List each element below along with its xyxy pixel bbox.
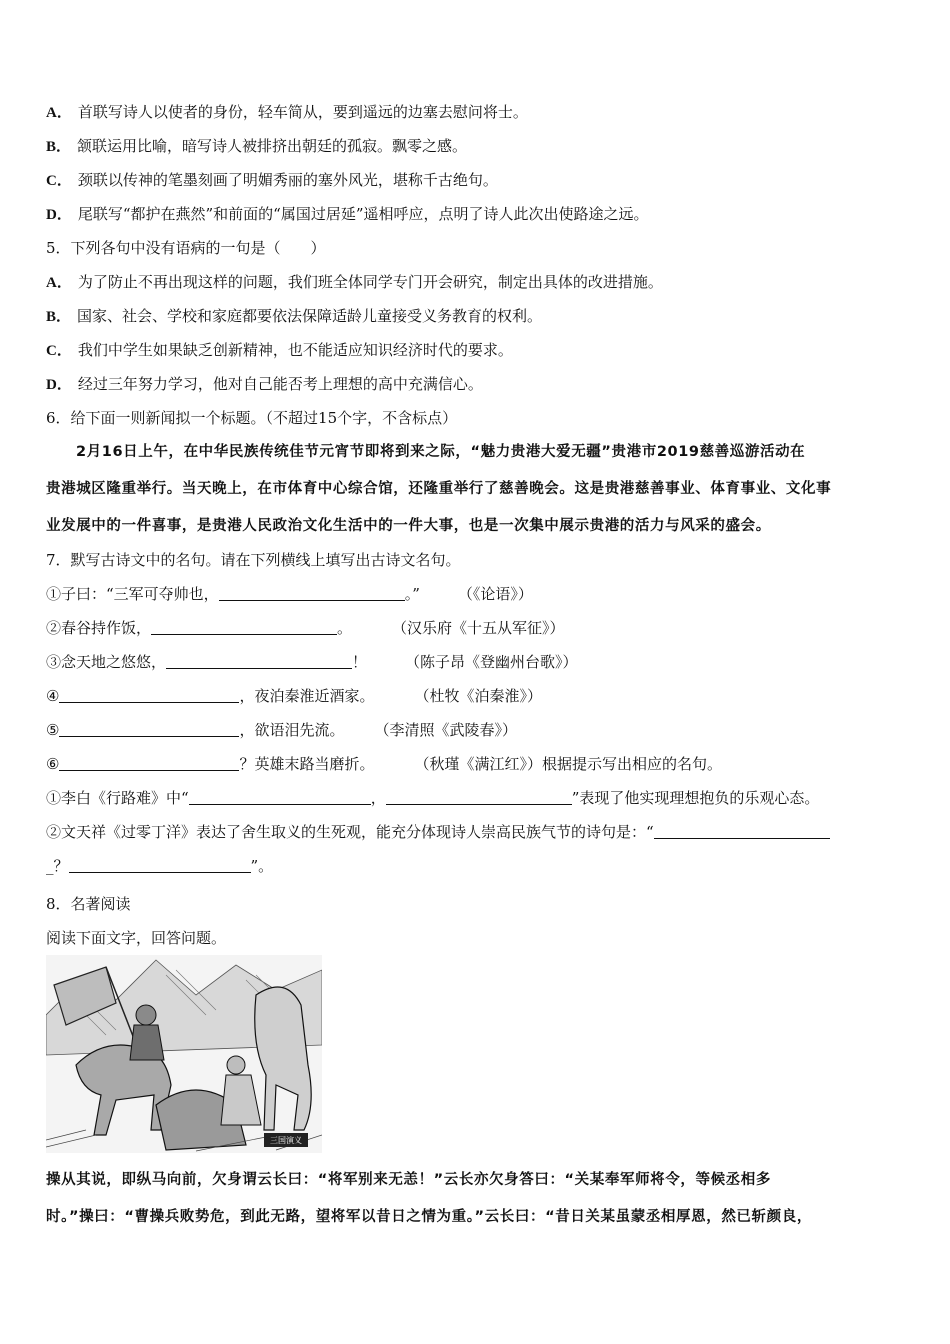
option-label: B．: [46, 139, 72, 155]
q7-item-3: [46, 652, 578, 672]
q7-item-1: [46, 584, 533, 604]
option-text: 为了防止不再出现这样的问题，我们班全体同学专门开会研究，制定出具体的改进措施。: [77, 273, 663, 291]
item-source: （李清照《武陵春》）: [374, 721, 517, 739]
option-text: 经过三年努力学习，他对自己能否考上理想的高中充满信心。: [77, 375, 483, 393]
q6-stem: 6．给下面一则新闻拟一个标题。（不超过15个字，不含标点）: [46, 409, 458, 427]
q8-passage-line-2: 时。”操曰：“曹操兵败势危，到此无路，望将军以昔日之情为重。”云长曰：“昔日关某虽蒙丞相厚恩，然已斩颜良，: [46, 1209, 812, 1225]
q5-stem: 5．下列各句中没有语病的一句是（ ）: [46, 239, 326, 257]
option-text: 颈联以传神的笔墨刻画了明媚秀丽的塞外风光，堪称千古绝句。: [77, 171, 498, 189]
answer-blank[interactable]: [654, 823, 830, 839]
q5-option-a: [46, 272, 663, 293]
q4-option-b: [46, 136, 467, 157]
answer-blank[interactable]: [59, 721, 239, 737]
item-prefix: 李白《行路难》中“: [61, 789, 189, 807]
q4-option-d: [46, 204, 649, 225]
item-suffix: ”。: [250, 857, 274, 875]
item-suffix: 。”: [404, 585, 420, 603]
q7-item-2: [46, 618, 565, 638]
option-label: A．: [46, 105, 72, 121]
option-label: A．: [46, 275, 72, 291]
option-text: 颔联运用比喻，暗写诗人被排挤出朝廷的孤寂。飘零之感。: [77, 137, 468, 155]
item-suffix: ，夜泊秦淮近酒家。: [239, 687, 375, 705]
item-suffix: ”表现了他实现理想抱负的乐观心态。: [571, 789, 820, 807]
option-label: C．: [46, 173, 72, 189]
answer-blank[interactable]: [189, 789, 371, 805]
item-prefix: 子曰：“三军可夺帅也，: [61, 585, 219, 603]
item-number: ③: [46, 653, 62, 671]
answer-blank[interactable]: [219, 585, 405, 601]
option-text: 国家、社会、学校和家庭都要依法保障适龄儿童接受义务教育的权利。: [77, 307, 543, 325]
item-prefix: 春谷持作饭，: [61, 619, 152, 637]
item-prefix: 念天地之悠悠，: [61, 653, 167, 671]
item-suffix: ！: [352, 653, 368, 671]
item-suffix: ，欲语泪先流。: [239, 721, 345, 739]
item-number: ②: [46, 619, 62, 637]
item-source: （秋瑾《满江红》）根据提示写出相应的名句。: [414, 755, 722, 773]
q7-extra-1: [46, 788, 819, 808]
q8-passage-line-1: 操从其说，即纵马向前，欠身谓云长曰：“将军别来无恙！”云长亦欠身答曰：“关某奉军师将令，等候丞相多: [46, 1172, 771, 1188]
item-source: （汉乐府《十五从军征》）: [392, 619, 565, 637]
q5-option-d: [46, 374, 483, 395]
item-source: （《论语》）: [457, 585, 533, 603]
q5-option-c: [46, 340, 513, 361]
q7-item-5: [46, 720, 517, 740]
q7-item-6: [46, 754, 722, 774]
q6-news-line-2: 贵港城区隆重举行。当天晚上，在市体育中心综合馆，还隆重举行了慈善晚会。这是贵港慈善事业、体育事业、文化事: [46, 481, 832, 497]
option-text: 尾联写“都护在燕然”和前面的“属国过居延”遥相呼应，点明了诗人此次出使路途之远。: [77, 205, 649, 223]
q7-item-4: [46, 686, 542, 706]
q7-extra-2: [46, 822, 830, 842]
option-label: D．: [46, 377, 72, 393]
item-number: ①: [46, 585, 62, 603]
option-label: C．: [46, 343, 72, 359]
item-mid: ，: [370, 789, 386, 807]
item-number: ⑥: [46, 755, 60, 773]
three-kingdoms-illustration: [46, 955, 322, 1153]
answer-blank[interactable]: [59, 755, 239, 771]
item-source: （陈子昂《登幽州台歌》）: [405, 653, 578, 671]
option-text: 首联写诗人以使者的身份，轻车简从，要到遥远的边塞去慰问将士。: [77, 103, 528, 121]
item-continuation: _？: [46, 857, 69, 875]
item-prefix: 文天祥《过零丁洋》表达了舍生取义的生死观，能充分体现诗人崇高民族气节的诗句是：“: [61, 823, 654, 841]
answer-blank[interactable]: [59, 687, 239, 703]
answer-blank[interactable]: [151, 619, 337, 635]
option-text: 我们中学生如果缺乏创新精神，也不能适应知识经济时代的要求。: [77, 341, 513, 359]
option-label: B．: [46, 309, 72, 325]
q7-stem: 7．默写古诗文中的名句。请在下列横线上填写出古诗文名句。: [46, 551, 461, 569]
item-number: ②: [46, 823, 62, 841]
q6-news-line-1: 2月16日上午，在中华民族传统佳节元宵节即将到来之际，“魅力贵港大爱无疆”贵港市2019慈善巡游活动在: [76, 444, 806, 460]
option-label: D．: [46, 207, 72, 223]
q7-extra-2-cont: [46, 856, 273, 876]
q4-option-c: [46, 170, 498, 191]
item-number: ④: [46, 687, 60, 705]
item-suffix: ？英雄末路当磨折。: [239, 755, 375, 773]
q4-option-a: [46, 102, 528, 123]
q8-instruction: 阅读下面文字，回答问题。: [46, 929, 227, 947]
answer-blank[interactable]: [166, 653, 352, 669]
q8-stem: 8．名著阅读: [46, 895, 131, 913]
item-number: ①: [46, 789, 62, 807]
q5-option-b: [46, 306, 542, 327]
item-number: ⑤: [46, 721, 60, 739]
answer-blank[interactable]: [386, 789, 572, 805]
item-source: （杜牧《泊秦淮》）: [414, 687, 542, 705]
answer-blank[interactable]: [69, 857, 251, 873]
item-suffix: 。: [337, 619, 353, 637]
illustration-caption: 三国演义: [270, 1136, 302, 1145]
q6-news-line-3: 业发展中的一件喜事，是贵港人民政治文化生活中的一件大事，也是一次集中展示贵港的活力与风采的盛会。: [46, 518, 771, 534]
